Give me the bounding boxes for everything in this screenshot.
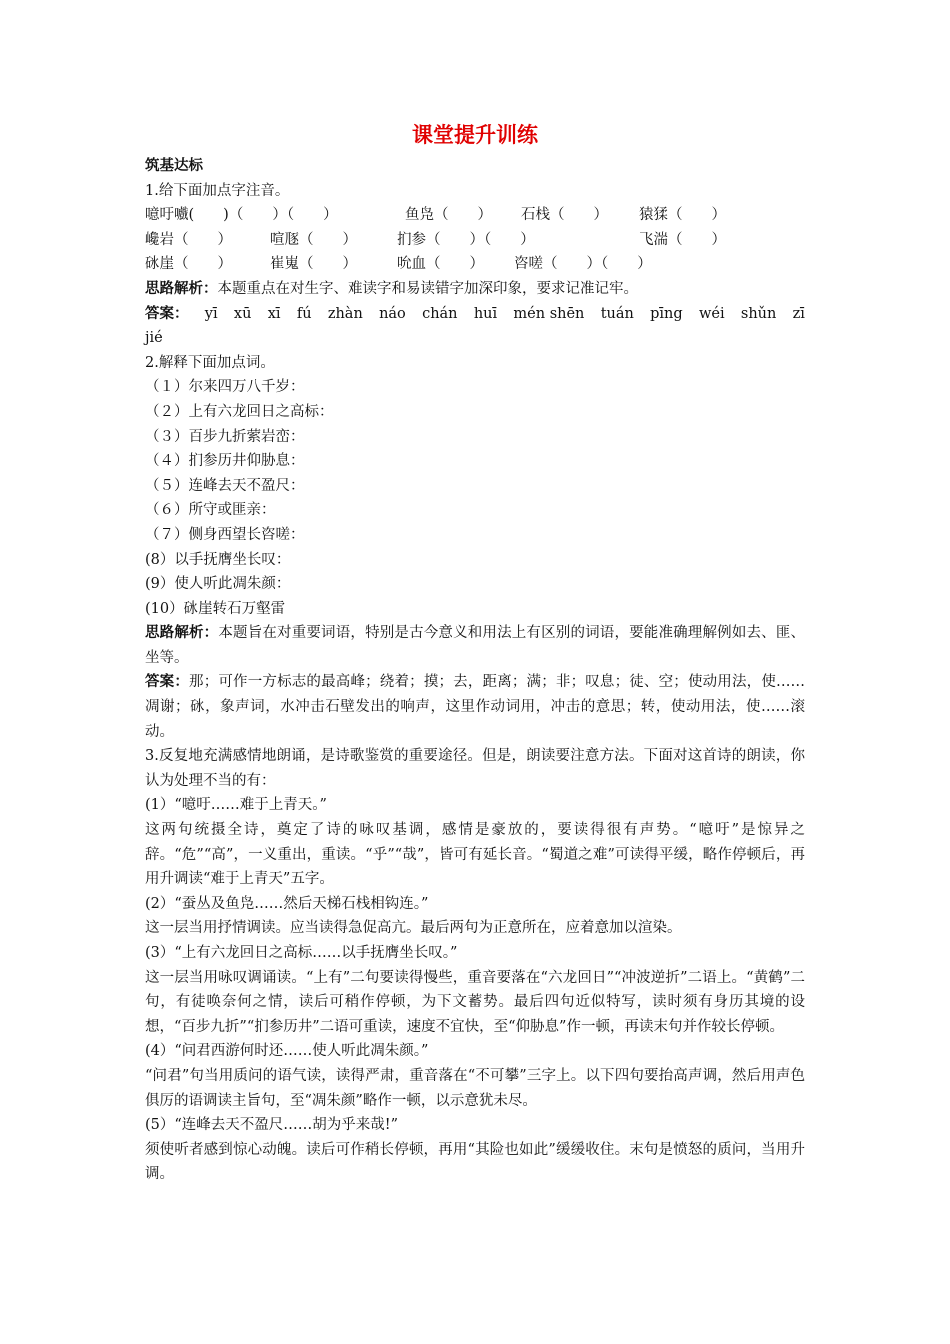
q3-stem: 3.反复地充满感情地朗诵，是诗歌鉴赏的重要途径。但是，朗读要注意方法。下面对这首诗的朗读，你认为处理不当的有： [145, 748, 805, 789]
answer-text: 那；可作一方标志的最高峰；绕着；摸；去，距离；满；非；叹息；徒、空；使动用法，使……凋谢；砯，象声词，水冲击石壁发出的响声，这里作动词用，冲击的意思；转，使动用法，使……滚动。 [145, 674, 806, 740]
q2-answer [145, 670, 805, 744]
analysis-label: 思路解析： [145, 279, 218, 297]
q2-item: （６）所守或匪亲： [145, 502, 276, 519]
q3-part-body: 这一层当用抒情调读。应当读得急促高亢。最后两句为正意所在，应着意加以渲染。 [145, 920, 682, 937]
q2-stem: 2.解释下面加点词。 [145, 354, 275, 371]
pinyin-item: náo [379, 305, 406, 322]
pinyin-item: pīng [650, 305, 683, 322]
q1-stem: 1.给下面加点字注音。 [145, 182, 290, 199]
q2-item: （３）百步九折萦岩峦： [145, 428, 305, 445]
q1-item: 猿猱（ ） [639, 207, 726, 224]
answer-label: 答案： [145, 304, 189, 322]
q3-part-body: 这一层当用咏叹调诵读。“上有”二句要读得慢些，重音要落在“六龙回日”“冲波逆折”二语上。“黄鹤”二句，有徒唤奈何之情，读后可稍作停顿，为下文蓄势。最后四句近似特写，读时须有身历其境的设想，“百步九折”“扪参历井”二语可重读，速度不宜快，至“仰胁息”作一顿，再读末句并作较长停顿。 [145, 969, 805, 1035]
q2-item: (9）使人听此凋朱颜： [145, 576, 291, 593]
q1-item: 砯崖（ ） [145, 256, 232, 273]
q1-item: 咨嗟（ ）（ ） [514, 256, 652, 273]
pinyin-item: zhàn [327, 305, 363, 322]
pinyin-item: huī [473, 305, 498, 322]
q1-analysis [145, 277, 805, 302]
q1-item: 飞湍（ ） [639, 231, 726, 248]
analysis-text: 本题旨在对重要词语，特别是古今意义和用法上有区别的词语，要能准确理解例如去、匪、坐等。 [145, 625, 806, 666]
q1-item: 崔嵬（ ） [270, 256, 357, 273]
page-title: 课堂提升训练 [412, 122, 538, 147]
pinyin-item: zī [792, 305, 805, 322]
q2-analysis [145, 621, 805, 670]
analysis-label: 思路解析： [145, 624, 219, 642]
pinyin-item: xū [233, 305, 252, 322]
q3-part-body: “问君”句当用质问的语气读，读得严肃，重音落在“不可攀”三字上。以下四句要抬高声调，然后用声色俱厉的语调读主旨句，至“凋朱颜”略作一顿，以示意犹未尽。 [145, 1067, 805, 1109]
section-heading: 筑基达标 [145, 157, 203, 174]
q3-part-heading: (3）“上有六龙回日之高标……以手抚膺坐长叹。” [145, 945, 458, 961]
q3-part-body: 须使听者感到惊心动魄。读后可作稍长停顿，再用“其险也如此”缓缓收住。末句是愤怒的质问，当用升调。 [145, 1141, 805, 1183]
q1-item: 噫吁嚱( )（ ）（ ） [145, 207, 338, 224]
pinyin-item: tuán [600, 305, 634, 322]
q3-part-heading: (2）“蚕丛及鱼凫……然后天梯石栈相钩连。” [145, 895, 429, 912]
q1-answer [145, 302, 805, 327]
q1-item: 喧豗（ ） [270, 231, 357, 248]
q1-item: 石栈（ ） [521, 207, 608, 224]
pinyin-item: chán [422, 305, 458, 322]
q3-part-heading: (4）“问君西游何时还……使人听此凋朱颜。” [145, 1043, 429, 1060]
q3-part-body: 这两句统摄全诗，奠定了诗的咏叹基调，感情是豪放的，要读得很有声势。“噫吁”是惊异之辞。“危”“高”，一义重出，重读。“乎”“哉”，皆可有延长音。“蜀道之难”可读得平缓，略作停顿后，再用升调读“难于上青天”五字。 [145, 822, 805, 888]
q3-part-heading: (5）“连峰去天不盈尺……胡为乎来哉!” [145, 1117, 399, 1134]
q1-row-1 [145, 203, 805, 228]
q1-item: 吮血（ ） [397, 256, 484, 273]
q2-item: （１）尔来四万八千岁： [145, 379, 305, 396]
q1-answer-tail: jié [145, 330, 163, 347]
q2-item: (10）砯崖转石万壑雷 [145, 600, 286, 617]
q1-item: 扪参（ ）（ ） [397, 231, 535, 248]
q3-part-heading: (1）“噫吁……难于上青天。” [145, 797, 327, 814]
q2-item: （７）侧身西望长咨嗟： [145, 526, 305, 543]
q1-item: 鱼凫（ ） [405, 207, 492, 224]
analysis-text: 本题重点在对生字、难读字和易读错字加深印象，要求记准记牢。 [217, 280, 638, 297]
pinyin-item: shǔn [740, 305, 777, 322]
q1-row-3 [145, 252, 805, 277]
answer-label: 答案： [145, 673, 190, 691]
q2-item: (8）以手抚膺坐长叹： [145, 551, 291, 568]
pinyin-item: fú [296, 305, 312, 322]
worksheet-page [145, 120, 805, 1187]
q2-item: （２）上有六龙回日之高标： [145, 403, 334, 420]
q2-item: （４）扪参历井仰胁息： [145, 453, 305, 470]
q1-row-2 [145, 228, 805, 253]
pinyin-item: yī [204, 305, 218, 322]
pinyin-item: wéi [698, 305, 725, 322]
q1-item: 巉岩（ ） [145, 231, 232, 248]
pinyin-item: mén shēn [513, 305, 585, 322]
pinyin-item: xī [267, 305, 281, 322]
q2-item: （５）连峰去天不盈尺： [145, 477, 305, 494]
